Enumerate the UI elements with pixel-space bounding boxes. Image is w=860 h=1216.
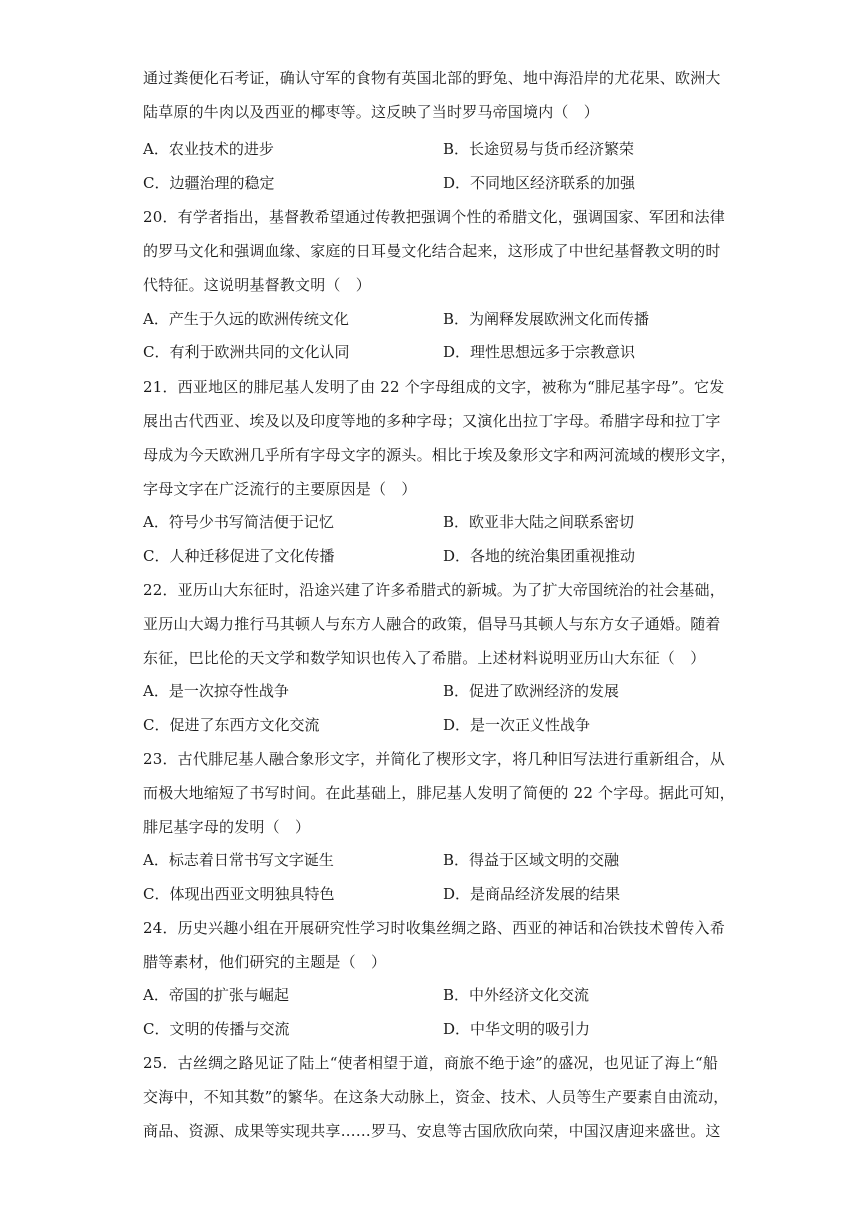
q24-text-line: 24．历史兴趣小组在开展研究性学习时收集丝绸之路、西亚的神话和冶铁技术曾传入希 [143, 919, 725, 937]
q24-text-line: 腊等素材，他们研究的主题是（ ） [143, 953, 387, 971]
q25-text-line: 25．古丝绸之路见证了陆上“使者相望于道，商旅不绝于途”的盛况，也见证了海上“船 [143, 1054, 719, 1072]
q25-text-line: 交海中，不知其数”的繁华。在这条大动脉上，资金、技术、人员等生产要素自由流动， [143, 1088, 729, 1106]
q23-option-a[interactable]: A．标志着日常书写文字诞生 [143, 851, 334, 869]
q23-option-c[interactable]: C．体现出西亚文明独具特色 [143, 885, 335, 903]
q23-text-line: 而极大地缩短了书写时间。在此基础上，腓尼基人发明了简便的 22 个字母。据此可知， [143, 784, 735, 802]
q20-text-line: 代特征。这说明基督教文明（ ） [143, 276, 372, 294]
q21-text-line: 21．西亚地区的腓尼基人发明了由 22 个字母组成的文字，被称为“腓尼基字母”。它发 [143, 378, 725, 396]
q21-option-c[interactable]: C．人种迁移促进了文化传播 [143, 547, 335, 565]
q19-option-c[interactable]: C．边疆治理的稳定 [143, 174, 275, 192]
q21-text-line: 字母文字在广泛流行的主要原因是（ ） [143, 480, 417, 498]
q22-text-line: 东征，巴比伦的天文学和数学知识也传入了希腊。上述材料说明亚历山大东征（ ） [143, 649, 706, 667]
q24-option-d[interactable]: D．中华文明的吸引力 [443, 1020, 591, 1038]
q20-option-b[interactable]: B．为阐释发展欧洲文化而传播 [443, 310, 650, 328]
q23-text-line: 23．古代腓尼基人融合象形文字，并简化了楔形文字，将几种旧写法进行重新组合，从 [143, 750, 725, 768]
q20-option-a[interactable]: A．产生于久远的欧洲传统文化 [143, 310, 349, 328]
q20-text-line: 20．有学者指出，基督教希望通过传教把强调个性的希腊文化，强调国家、军团和法律 [143, 208, 725, 226]
q19-option-d[interactable]: D．不同地区经济联系的加强 [443, 174, 636, 192]
q21-option-a[interactable]: A．符号少书写简洁便于记忆 [143, 513, 334, 531]
q21-option-b[interactable]: B．欧亚非大陆之间联系密切 [443, 513, 635, 531]
q24-option-c[interactable]: C．文明的传播与交流 [143, 1020, 290, 1038]
q23-option-b[interactable]: B．得益于区域文明的交融 [443, 851, 620, 869]
q22-text-line: 22．亚历山大东征时，沿途兴建了许多希腊式的新城。为了扩大帝国统治的社会基础， [143, 581, 725, 599]
q19-text-line: 陆草原的牛肉以及西亚的椰枣等。这反映了当时罗马帝国境内（ ） [143, 103, 600, 121]
q20-text-line: 的罗马文化和强调血缘、家庭的日耳曼文化结合起来，这形成了中世纪基督教文明的时 [143, 242, 721, 260]
q20-option-d[interactable]: D．理性思想远多于宗教意识 [443, 343, 636, 361]
q20-option-c[interactable]: C．有利于欧洲共同的文化认同 [143, 343, 350, 361]
q21-option-d[interactable]: D．各地的统治集团重视推动 [443, 547, 636, 565]
q21-text-line: 母成为今天欧洲几乎所有字母文字的源头。相比于埃及象形文字和两河流域的楔形文字， [143, 446, 736, 464]
q22-option-d[interactable]: D．是一次正义性战争 [443, 716, 591, 734]
q24-option-a[interactable]: A．帝国的扩张与崛起 [143, 986, 289, 1004]
q24-option-b[interactable]: B．中外经济文化交流 [443, 986, 590, 1004]
q22-option-b[interactable]: B．促进了欧洲经济的发展 [443, 682, 620, 700]
q21-text-line: 展出古代西亚、埃及以及印度等地的多种字母；又演化出拉丁字母。希腊字母和拉丁字 [143, 412, 721, 430]
q19-option-a[interactable]: A．农业技术的进步 [143, 140, 274, 158]
q22-option-a[interactable]: A．是一次掠夺性战争 [143, 682, 289, 700]
q23-option-d[interactable]: D．是商品经济发展的结果 [443, 885, 621, 903]
q22-text-line: 亚历山大竭力推行马其顿人与东方人融合的政策，倡导马其顿人与东方女子通婚。随着 [143, 615, 721, 633]
q22-option-c[interactable]: C．促进了东西方文化交流 [143, 716, 320, 734]
q25-text-line: 商品、资源、成果等实现共享……罗马、安息等古国欣欣向荣，中国汉唐迎来盛世。这 [143, 1122, 721, 1140]
q19-text-line: 通过粪便化石考证，确认守军的食物有英国北部的野兔、地中海沿岸的尤花果、欧洲大 [143, 69, 721, 87]
q23-text-line: 腓尼基字母的发明（ ） [143, 818, 311, 836]
q19-option-b[interactable]: B．长途贸易与货币经济繁荣 [443, 140, 635, 158]
